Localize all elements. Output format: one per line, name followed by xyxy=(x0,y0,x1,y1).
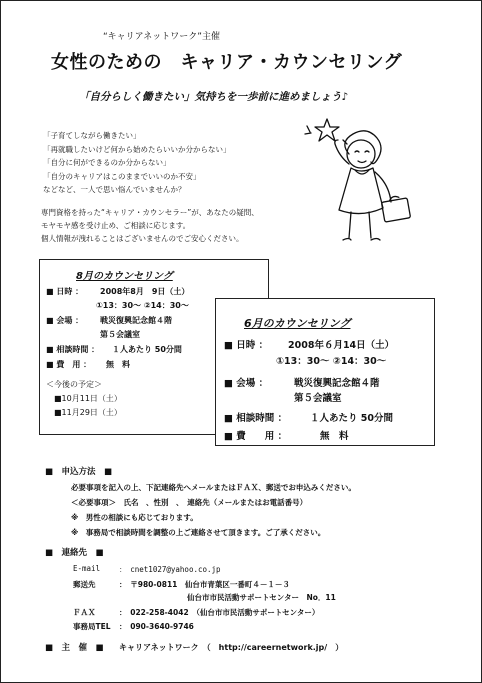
page-title: 女性のための キャリア・カウンセリング xyxy=(51,52,403,73)
upcoming-date: ■11月29日（土） xyxy=(54,408,122,417)
worry-item: 「自分のキャリアはこのままでいいのか不安」 xyxy=(43,171,201,181)
face xyxy=(347,140,375,168)
shoes xyxy=(343,239,380,241)
apply-note: ※ 男性の相談にも応じております。 xyxy=(71,513,198,522)
june-duration: １人あたり 50分間 xyxy=(310,413,394,424)
worry-item: 「自分に何ができるのか分からない」 xyxy=(43,158,171,167)
tel-label: 事務局TEL xyxy=(73,622,111,631)
mail-address: ： 〒980-0811 仙台市青葉区一番町４－１－３ xyxy=(119,580,290,589)
intro-line: 個人情報が洩れることはございませんのでご安心ください。 xyxy=(41,234,244,243)
sponsor-name[interactable]: キャリアネットワーク （ http://careernetwork.jp/ ） xyxy=(119,643,344,652)
august-venue: 戦災復興記念館４階 xyxy=(100,316,172,325)
june-fee: 無 料 xyxy=(320,431,349,442)
star-icon xyxy=(315,119,339,141)
june-times: ①13：30～ ②14：30～ xyxy=(276,356,387,367)
june-venue: 戦災復興記念館４階 xyxy=(294,378,380,389)
subtitle: 「自分らしく働きたい」気持ちを一歩前に進めましょう♪ xyxy=(79,91,349,103)
june-room: 第５会議室 xyxy=(294,393,342,404)
june-venue-label: ■ 会場 ： xyxy=(224,378,269,389)
organizer-label: “キャリアネットワーク”主催 xyxy=(103,32,220,42)
august-box-title: 8月のカウンセリング xyxy=(76,271,173,282)
august-room: 第５会議室 xyxy=(100,330,140,339)
august-fee-label: ■ 費 用 ： xyxy=(46,360,92,369)
worry-summary: などなど、一人で思い悩んでいませんか？ xyxy=(43,185,186,194)
worry-item: 「子育てしながら働きたい」 xyxy=(43,131,141,140)
email-label: E-mail xyxy=(73,564,101,573)
tel-number: ： 090-3640-9746 xyxy=(119,622,194,631)
intro-text xyxy=(41,206,259,245)
upcoming-label: ＜今後の予定＞ xyxy=(46,380,102,389)
june-date-label: ■ 日時 ： xyxy=(224,340,269,351)
august-date: 2008年8月 9日（土） xyxy=(100,287,190,296)
body-dress xyxy=(339,168,383,214)
briefcase-icon xyxy=(381,198,410,222)
august-fee: 無 料 xyxy=(106,360,130,369)
mail-label: 郵送先 xyxy=(73,580,96,589)
june-counseling-box xyxy=(215,298,435,446)
upcoming-date: ■10月11日（土） xyxy=(54,394,122,403)
apply-instructions: 必要事項を記入の上、下記連絡先へメールまたはＦＡＸ、郵送でお申込みください。 xyxy=(71,483,356,492)
fax-number: ： 022-258-4042 （仙台市市民活動サポートセンター） xyxy=(119,608,320,617)
hair xyxy=(345,131,381,164)
june-duration-label: ■ 相談時間 ： xyxy=(224,413,288,424)
apply-required-items: ＜必要事項＞ 氏名 、性別 、 連絡先（メールまたはお電話番号） xyxy=(71,498,308,507)
woman-with-briefcase-illustration xyxy=(287,114,427,259)
apply-heading: ■ 申込方法 ■ xyxy=(45,467,113,477)
june-box-title: 6月のカウンセリング xyxy=(244,317,351,330)
august-date-label: ■ 日時 ： xyxy=(46,287,84,296)
legs xyxy=(349,212,371,238)
august-times: ①13：30～ ②14：30～ xyxy=(96,301,189,310)
intro-line: 専門資格を持った“キャリア・カウンセラー”が、あなたの疑問、 xyxy=(41,208,259,217)
sponsor-label: ■ 主 催 ■ xyxy=(45,643,104,653)
august-duration-label: ■ 相談時間 ： xyxy=(46,345,100,354)
fax-label: ＦＡＸ xyxy=(73,608,96,617)
mail-address-line2: 仙台市市民活動サポートセンター No．11 xyxy=(187,593,336,602)
august-duration: １人あたり 50分間 xyxy=(112,345,182,354)
june-fee-label: ■ 費 用 ： xyxy=(224,431,288,442)
june-date: 2008年６月14日（土） xyxy=(288,340,395,351)
august-venue-label: ■ 会場 ： xyxy=(46,316,84,325)
worries-list xyxy=(43,129,231,197)
intro-line: モヤモヤ感を受け止め、ご相談に応じます。 xyxy=(41,221,191,230)
apply-note: ※ 事務局で相談時間を調整の上ご連絡させて頂きます。ご了承ください。 xyxy=(71,528,326,537)
worry-item: 「再就職したいけど何から始めたらいいか分からない」 xyxy=(43,144,231,154)
contact-heading: ■ 連絡先 ■ xyxy=(45,548,104,558)
email-value[interactable]: ： cnet1027@yahoo.co.jp xyxy=(119,565,221,574)
